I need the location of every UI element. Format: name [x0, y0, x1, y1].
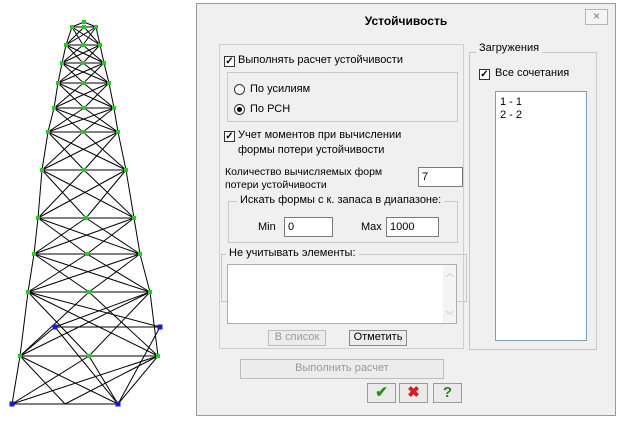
tower-member [38, 170, 126, 218]
tower-member [38, 170, 84, 218]
tower-node [81, 61, 85, 65]
tower-node [40, 168, 44, 172]
tower-node [87, 354, 91, 358]
range-max-input[interactable] [386, 217, 439, 237]
tower-node [82, 81, 86, 85]
tower-member [34, 254, 89, 292]
checkmark-icon: ✔ [375, 384, 388, 401]
tower-node [148, 290, 152, 294]
tower-node [32, 252, 36, 256]
tower-member [34, 218, 134, 254]
moments-checkbox[interactable]: ✓ [225, 131, 234, 142]
tower-node [132, 216, 136, 220]
tower-node [107, 81, 111, 85]
tower-member [54, 83, 58, 108]
exclude-scrollbar[interactable] [443, 265, 456, 323]
tower-member [54, 83, 84, 108]
exclude-legend: Не учитывать элементы: [226, 247, 359, 259]
range-min-input[interactable] [284, 217, 333, 237]
stability-dialog [196, 3, 616, 416]
tower-member [89, 292, 150, 356]
tower-node [81, 43, 85, 47]
tower-member [42, 132, 48, 170]
tower-member [54, 108, 118, 132]
loads-legend: Загружения [476, 42, 542, 54]
method-option-forces[interactable] [234, 84, 245, 95]
tower-member [118, 356, 158, 404]
close-button[interactable]: × [585, 9, 608, 25]
tower-node [82, 25, 86, 29]
tower-member [20, 356, 65, 404]
tower-node [87, 290, 91, 294]
tower-member [28, 254, 34, 292]
all-combinations-label: Все сочетания [495, 67, 570, 79]
tower-member [28, 254, 140, 292]
support-node [10, 402, 15, 407]
tower-node [81, 130, 85, 134]
tower-member [28, 254, 87, 292]
mark-button[interactable]: Отметить [349, 330, 407, 346]
exclude-elements-textarea[interactable] [227, 264, 457, 324]
tower-member [42, 170, 86, 218]
dialog-title: Устойчивость [364, 14, 448, 28]
support-node [116, 402, 121, 407]
tower-node [94, 25, 98, 29]
cancel-button[interactable] [399, 383, 428, 403]
method-option-rsn-label: По РСН [250, 103, 291, 115]
tower-node [156, 354, 160, 358]
run-calculation-button[interactable]: Выполнить расчет [240, 359, 444, 379]
tower-member [12, 356, 20, 404]
tower-member [83, 27, 96, 45]
forms-count-input[interactable] [418, 167, 463, 187]
tower-node [82, 168, 86, 172]
tower-member [48, 132, 126, 170]
forms-count-label-line2: потери устойчивости [225, 179, 327, 191]
method-option-forces-label: По усилиям [250, 83, 311, 95]
tower-node [46, 130, 50, 134]
support-node [53, 325, 58, 330]
tower-node [116, 130, 120, 134]
tower-member [62, 63, 109, 83]
tower-member [38, 170, 42, 218]
tower-member [38, 218, 87, 254]
tower-member [38, 218, 140, 254]
tower-member [34, 218, 86, 254]
tower-member [114, 108, 118, 132]
tower-node [36, 216, 40, 220]
tower-member [84, 108, 118, 132]
method-option-rsn[interactable] [234, 104, 245, 115]
tower-node [138, 252, 142, 256]
all-combinations-checkbox[interactable]: ✓ [480, 69, 489, 80]
support-node [158, 325, 163, 330]
tower-node [18, 354, 22, 358]
tower-member [20, 292, 150, 356]
tower-node [124, 168, 128, 172]
add-to-list-button[interactable]: В список [268, 330, 326, 346]
tower-node [82, 106, 86, 110]
cross-icon: ✖ [407, 384, 420, 401]
tower-node [102, 61, 106, 65]
tower-model-view [0, 0, 196, 423]
loads-list-item[interactable]: 2 - 2 [500, 109, 523, 121]
perform-stability-checkbox[interactable]: ✓ [225, 56, 234, 67]
tower-node [52, 106, 56, 110]
range-legend: Искать формы с к. запаса в диапазоне: [237, 194, 444, 206]
range-max-label: Max [361, 221, 382, 233]
forms-count-label-line1: Количество вычисляемых форм [225, 166, 383, 178]
moments-label-line1: Учет моментов при вычислении [238, 129, 402, 141]
tower-member [20, 292, 28, 356]
scroll-up-icon[interactable]: ︿ [446, 269, 454, 278]
tower-node [70, 25, 74, 29]
moments-label-line2: формы потери устойчивости [238, 144, 385, 156]
help-icon: ? [442, 384, 453, 401]
tower-node [64, 43, 68, 47]
tower-node [85, 252, 89, 256]
tower-node [84, 216, 88, 220]
perform-stability-label: Выполнять расчет устойчивости [238, 54, 403, 66]
tower-member [55, 292, 150, 327]
tower-node [26, 290, 30, 294]
tower-node [82, 20, 86, 24]
range-min-label: Min [258, 221, 276, 233]
help-button[interactable] [433, 383, 462, 403]
tower-member [20, 292, 89, 356]
tower-node [60, 61, 64, 65]
tower-member [42, 132, 83, 170]
tower-node [56, 81, 60, 85]
tower-member [12, 356, 89, 404]
tower-member [150, 292, 158, 356]
tower-member [28, 292, 158, 356]
title-bar [197, 4, 615, 35]
ok-button[interactable] [367, 383, 396, 403]
tower-member [34, 218, 38, 254]
tower-node [98, 43, 102, 47]
tower-member [28, 292, 89, 356]
scroll-down-icon[interactable]: ﹀ [446, 311, 454, 320]
loads-list-item[interactable]: 1 - 1 [500, 96, 523, 108]
tower-node [112, 106, 116, 110]
tower-member [134, 218, 140, 254]
loads-listbox[interactable] [495, 91, 587, 341]
